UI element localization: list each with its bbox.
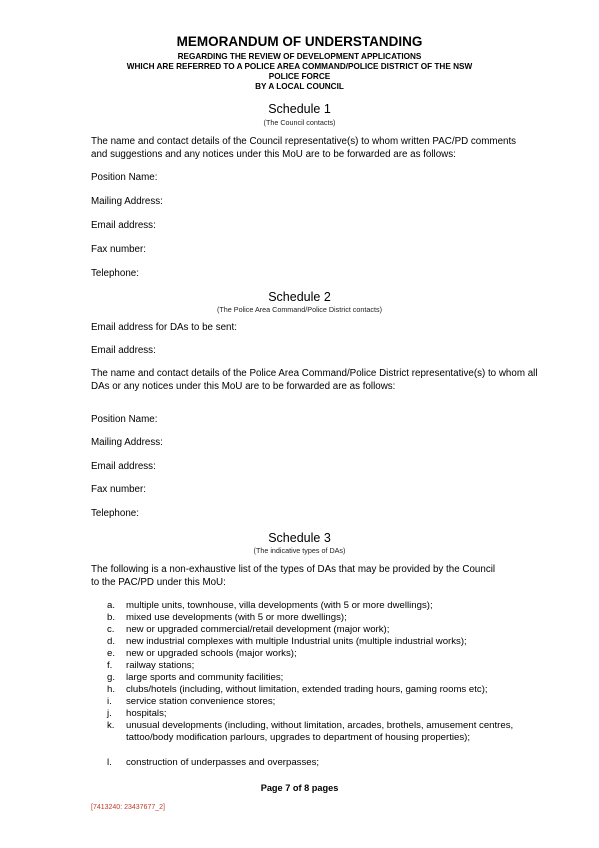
list-item: [107, 720, 527, 744]
list-item: [107, 636, 527, 648]
list-item: [107, 612, 527, 624]
list-item-marker: f.: [107, 660, 113, 671]
list-item-marker: a.: [107, 600, 116, 611]
list-item-text: clubs/hotels (including, without limitation, extended trading hours, gaming rooms etc);: [126, 684, 488, 695]
list-item-text: construction of underpasses and overpasses;: [126, 757, 320, 768]
schedule-1-subheading: (The Council contacts): [263, 118, 336, 127]
document-subtitle-line-3: POLICE FORCE: [268, 72, 331, 81]
list-item: [107, 684, 527, 696]
list-item-text: railway stations;: [126, 660, 195, 671]
list-item: [107, 696, 527, 708]
list-item-marker: b.: [107, 612, 116, 623]
list-item: [107, 600, 527, 612]
schedule-1-intro: [91, 136, 561, 161]
list-item-text: service station convenience stores;: [126, 696, 276, 707]
list-item-marker: k.: [107, 720, 115, 731]
schedule-2-intro-line-1: The name and contact details of the Police Area Command/Police District representative(s) to whom all: [91, 368, 538, 379]
page-number: Page 7 of 8 pages: [260, 783, 339, 793]
document-title: MEMORANDUM OF UNDERSTANDING: [176, 34, 423, 49]
list-item-text: hospitals;: [126, 708, 167, 719]
schedule-3-intro-line-2: to the PAC/PD under this MoU:: [91, 576, 226, 588]
schedule-3-subheading: (The indicative types of DAs): [253, 546, 346, 555]
schedule-3-intro: [91, 564, 561, 589]
schedule-2-intro-line-2: DAs or any notices under this MoU are to be forwarded are as follows:: [91, 380, 396, 392]
document-subtitle-line-1: REGARDING THE REVIEW OF DEVELOPMENT APPLICATIONS: [177, 52, 422, 61]
schedule-2-da-email: Email address for DAs to be sent:: [91, 322, 237, 333]
list-item: [107, 648, 527, 660]
schedule-1-position-name: Position Name:: [91, 172, 158, 183]
list-item-marker: i.: [107, 696, 112, 707]
schedule-2-email-address: Email address:: [91, 461, 156, 472]
list-item-text: large sports and community facilities;: [126, 672, 284, 683]
list-item-marker: l.: [107, 757, 112, 768]
document-subtitle-line-2: WHICH ARE REFERRED TO A POLICE AREA COMMAND/POLICE DISTRICT OF THE NSW: [126, 62, 473, 71]
schedule-1-heading: Schedule 1: [268, 102, 331, 116]
schedule-2-email: Email address:: [91, 345, 156, 356]
list-item: [107, 757, 527, 769]
schedule-2-fax-number: Fax number:: [91, 484, 146, 495]
list-item-text: new or upgraded commercial/retail development (major work);: [126, 624, 390, 635]
schedule-1-email-address: Email address:: [91, 220, 156, 231]
list-item-marker: g.: [107, 672, 116, 683]
document-reference: [7413240: 23437677_2]: [91, 804, 165, 811]
schedule-2-subheading: (The Police Area Command/Police District contacts): [217, 305, 382, 314]
schedule-2-heading: Schedule 2: [268, 290, 331, 304]
list-item: [107, 624, 527, 636]
list-item: [107, 672, 527, 684]
schedule-2-intro: [91, 368, 561, 393]
schedule-2-mailing-address: Mailing Address:: [91, 437, 163, 448]
list-item-marker: e.: [107, 648, 116, 659]
list-item-text: new industrial complexes with multiple Industrial units (multiple industrial works);: [126, 636, 467, 647]
schedule-1-telephone: Telephone:: [91, 268, 139, 279]
list-item-marker: j.: [107, 708, 112, 719]
list-item-marker: d.: [107, 636, 116, 647]
list-item-text: new or upgraded schools (major works);: [126, 648, 297, 659]
list-item-marker: c.: [107, 624, 115, 635]
schedule-1-intro-line-2: and suggestions and any notices under this MoU are to be forwarded are as follows:: [91, 148, 456, 160]
schedule-2-telephone: Telephone:: [91, 508, 139, 519]
schedule-3-heading: Schedule 3: [268, 531, 331, 545]
list-item: [107, 660, 527, 672]
list-item-text: unusual developments (including, without limitation, arcades, brothels, amusement centres, tattoo/body modification parlours, upgrades to department of housing properties);: [126, 720, 514, 743]
schedule-1-intro-line-1: The name and contact details of the Council representative(s) to whom written PAC/PD comments: [91, 136, 517, 147]
schedule-1-fax-number: Fax number:: [91, 244, 146, 255]
list-item-marker: h.: [107, 684, 116, 695]
list-item: [107, 708, 527, 720]
schedule-3-intro-line-1: The following is a non-exhaustive list of the types of DAs that may be provided by the Council: [91, 564, 496, 575]
document-subtitle-line-4: BY A LOCAL COUNCIL: [255, 82, 344, 91]
schedule-2-position-name: Position Name:: [91, 414, 158, 425]
list-item-text: multiple units, townhouse, villa developments (with 5 or more dwellings);: [126, 600, 433, 611]
schedule-1-mailing-address: Mailing Address:: [91, 196, 163, 207]
list-item-text: mixed use developments (with 5 or more dwellings);: [126, 612, 347, 623]
